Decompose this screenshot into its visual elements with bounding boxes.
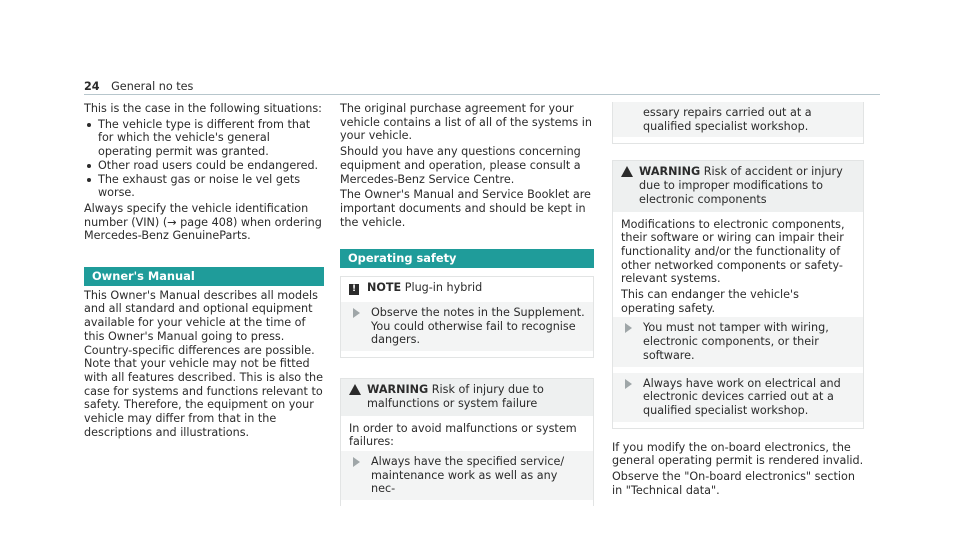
arrow-icon: [353, 457, 360, 467]
note-header: [341, 277, 593, 300]
warning-step-text: You must not tamper with wiring, electronic components, or their software.: [643, 321, 829, 362]
note-label: NOTE: [367, 281, 402, 295]
column-right: [612, 102, 864, 499]
column-middle: [340, 102, 594, 506]
warning-continuation-box: [612, 102, 864, 144]
chapter-title: General no tes: [111, 80, 194, 93]
note-title: Plug-in hybrid: [404, 281, 483, 295]
list-item: The vehicle type is different from that for which the vehicle's general operating permit was granted.: [84, 118, 324, 159]
arrow-icon: [353, 308, 360, 318]
continuation-body: [613, 102, 863, 143]
warning-body-text: In order to avoid malfunctions or system failures:: [349, 421, 577, 449]
warning-body: [613, 212, 863, 428]
warning-header: [341, 379, 593, 415]
warning-box-malfunction: [340, 378, 594, 506]
warning-step: [613, 373, 863, 422]
warning-step-text: Always have the specified service/ maintenance work as well as any nec-: [371, 454, 565, 496]
note-body: [341, 300, 593, 357]
warning-icon: [349, 384, 361, 395]
warning-label: WARNING: [639, 165, 701, 179]
continuation-step-text: essary repairs carried out at a qualified specialist workshop.: [643, 106, 812, 133]
arrow-icon: [625, 323, 632, 333]
situation-list: [84, 118, 324, 200]
booklet-text: The Owner's Manual and Service Booklet are important documents and should be kept in the vehicle.: [340, 188, 591, 229]
list-item: The exhaust gas or noise le vel gets worse.: [84, 173, 324, 200]
note-step-text: Observe the notes in the Supplement. You could otherwise fail to recognise dangers.: [371, 306, 585, 347]
warning-box-modifications: [612, 160, 864, 428]
note-box: [340, 276, 594, 358]
questions-text: Should you have any questions concerning equipment and operation, please consult a Mercedes-Benz Service Centre.: [340, 145, 581, 186]
list-item: Other road users could be endangered.: [84, 159, 324, 173]
arrow-icon: [625, 379, 632, 389]
page-header: [84, 80, 193, 94]
note-icon: !: [349, 284, 359, 295]
header-divider: [84, 94, 880, 95]
warning-step: [613, 317, 863, 366]
warning-body-text: This can endanger the vehicle's operating safety.: [621, 288, 799, 315]
section-title-owners-manual: Owner's Manual: [84, 267, 324, 286]
warning-label: WARNING: [367, 383, 429, 397]
warning-title: Risk of injury due to malfunctions or system failure: [367, 383, 544, 410]
warning-body-text: Modifications to electronic components, their software or wiring can impair their functionality and/or the functionality of other networked components or safety-relevant systems.: [621, 217, 845, 286]
warning-body: [341, 416, 593, 507]
warning-icon: [621, 166, 633, 177]
section-title-operating-safety: Operating safety: [340, 249, 594, 268]
warning-step-text: Always have work on electrical and electronic devices carried out at a qualified specialist workshop.: [643, 376, 841, 417]
vin-text: Always specify the vehicle identification number (VIN) (→ page 408) when ordering Mercedes-Benz GenuineParts.: [84, 201, 322, 243]
warning-step: [341, 451, 593, 500]
observe-text: Observe the "On-board electronics" section in "Technical data".: [612, 470, 855, 497]
note-step: [341, 302, 593, 351]
purchase-text: The original purchase agreement for your vehicle contains a list of all of the systems in your vehicle.: [340, 102, 592, 143]
warning-title: Risk of accident or injury due to improper modifications to electronic components: [639, 165, 843, 206]
warning-header: [613, 161, 863, 211]
column-left: [84, 102, 324, 441]
page-number: 24: [84, 80, 100, 93]
continuation-step: [613, 102, 863, 137]
intro-text: This is the case in the following situations:: [84, 102, 322, 115]
modify-text: If you modify the on-board electronics, the general operating permit is rendered invalid.: [612, 440, 864, 468]
manual-text: This Owner's Manual describes all models and all standard and optional equipment available for your vehicle at the time of this Owner's Manual going to press. Country-specific differences are possible. Note that your vehicle may not be fitted with all features described. This is also the case for systems and functions relevant to safety. Therefore, the equipment on your vehicle may differ from that in the descriptions and illustrations.: [84, 288, 324, 439]
